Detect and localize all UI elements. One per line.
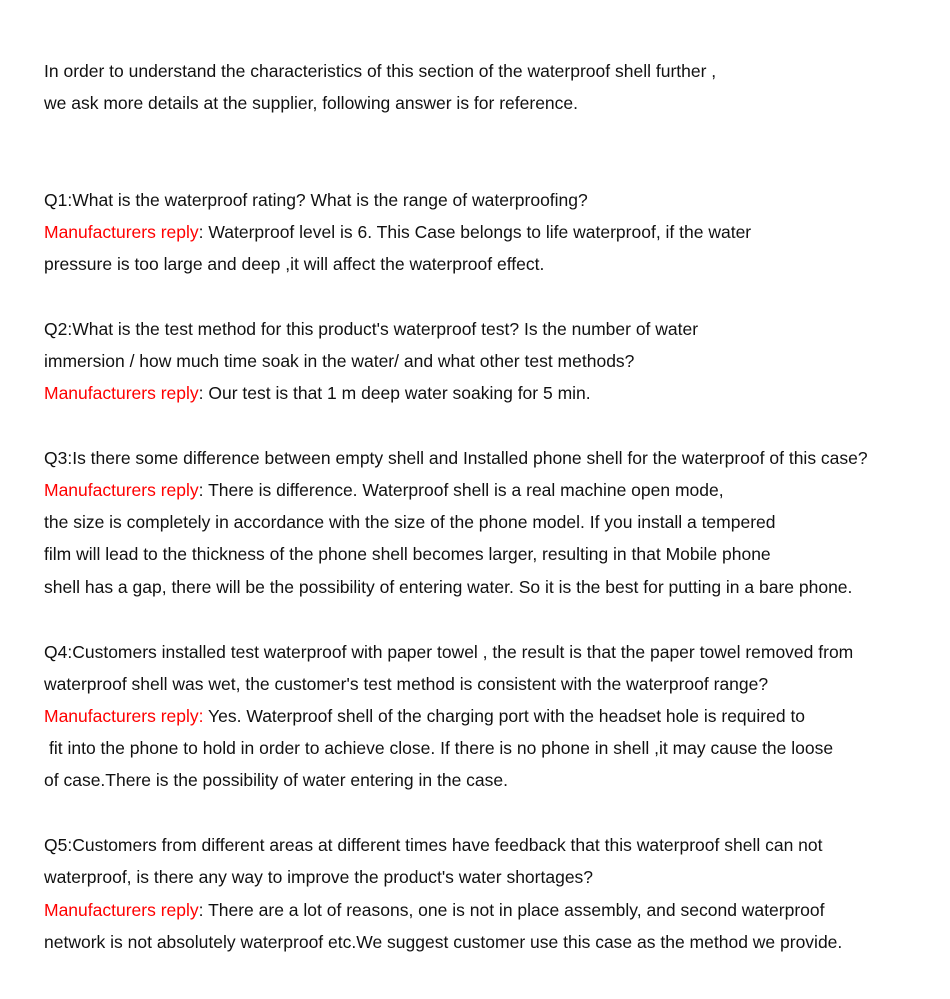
q5-answer-line-1 — [44, 899, 824, 921]
q1-answer-line-2: pressure is too large and deep ,it will affect the waterproof effect. — [44, 254, 545, 274]
reply-label: Manufacturers reply — [44, 383, 199, 403]
q4-answer-line-1 — [44, 705, 805, 727]
q3-question: Q3:Is there some difference between empty shell and Installed phone shell for the waterproof of this case? — [44, 448, 868, 468]
q5-question-line-2: waterproof, is there any way to improve the product's water shortages? — [44, 867, 594, 887]
reply-label: Manufacturers reply — [44, 900, 199, 920]
q1-question: Q1:What is the waterproof rating? What is the range of waterproofing? — [44, 190, 588, 210]
intro-line-2: we ask more details at the supplier, following answer is for reference. — [44, 93, 579, 113]
q4-answer-line-2: fit into the phone to hold in order to achieve close. If there is no phone in shell ,it may cause the loose — [49, 738, 834, 758]
intro-line-1: In order to understand the characteristics of this section of the waterproof shell further , — [44, 61, 717, 81]
q3-answer-line-2: the size is completely in accordance with the size of the phone model. If you install a tempered — [44, 512, 776, 532]
q5-answer-line-2: network is not absolutely waterproof etc.We suggest customer use this case as the method we provide. — [44, 932, 843, 952]
reply-label: Manufacturers reply: — [44, 706, 204, 726]
q3-answer-text: : There is difference. Waterproof shell is a real machine open mode, — [198, 480, 724, 500]
q5-answer-text: : There are a lot of reasons, one is not in place assembly, and second waterproof — [198, 900, 825, 920]
q5-question-line-1: Q5:Customers from different areas at different times have feedback that this waterproof shell can not — [44, 835, 823, 855]
q2-answer-text: : Our test is that 1 m deep water soaking for 5 min. — [198, 383, 591, 403]
q4-question-line-2: waterproof shell was wet, the customer's test method is consistent with the waterproof range? — [44, 674, 769, 694]
reply-label: Manufacturers reply — [44, 222, 199, 242]
q4-answer-text: Yes. Waterproof shell of the charging port with the headset hole is required to — [203, 706, 806, 726]
q2-question-line-2: immersion / how much time soak in the water/ and what other test methods? — [44, 351, 635, 371]
q1-answer-text: : Waterproof level is 6. This Case belongs to life waterproof, if the water — [198, 222, 752, 242]
q4-question-line-1: Q4:Customers installed test waterproof with paper towel , the result is that the paper towel removed from — [44, 642, 854, 662]
q2-question-line-1: Q2:What is the test method for this product's waterproof test? Is the number of water — [44, 319, 699, 339]
q3-answer-line-4: shell has a gap, there will be the possibility of entering water. So it is the best for putting in a bare phone. — [44, 577, 853, 597]
q1-answer-line-1 — [44, 221, 751, 243]
q2-answer-line-1 — [44, 382, 591, 404]
reply-label: Manufacturers reply — [44, 480, 199, 500]
q4-answer-line-3: of case.There is the possibility of water entering in the case. — [44, 770, 508, 790]
q3-answer-line-3: film will lead to the thickness of the phone shell becomes larger, resulting in that Mobile phone — [44, 544, 771, 564]
q3-answer-line-1 — [44, 479, 724, 501]
